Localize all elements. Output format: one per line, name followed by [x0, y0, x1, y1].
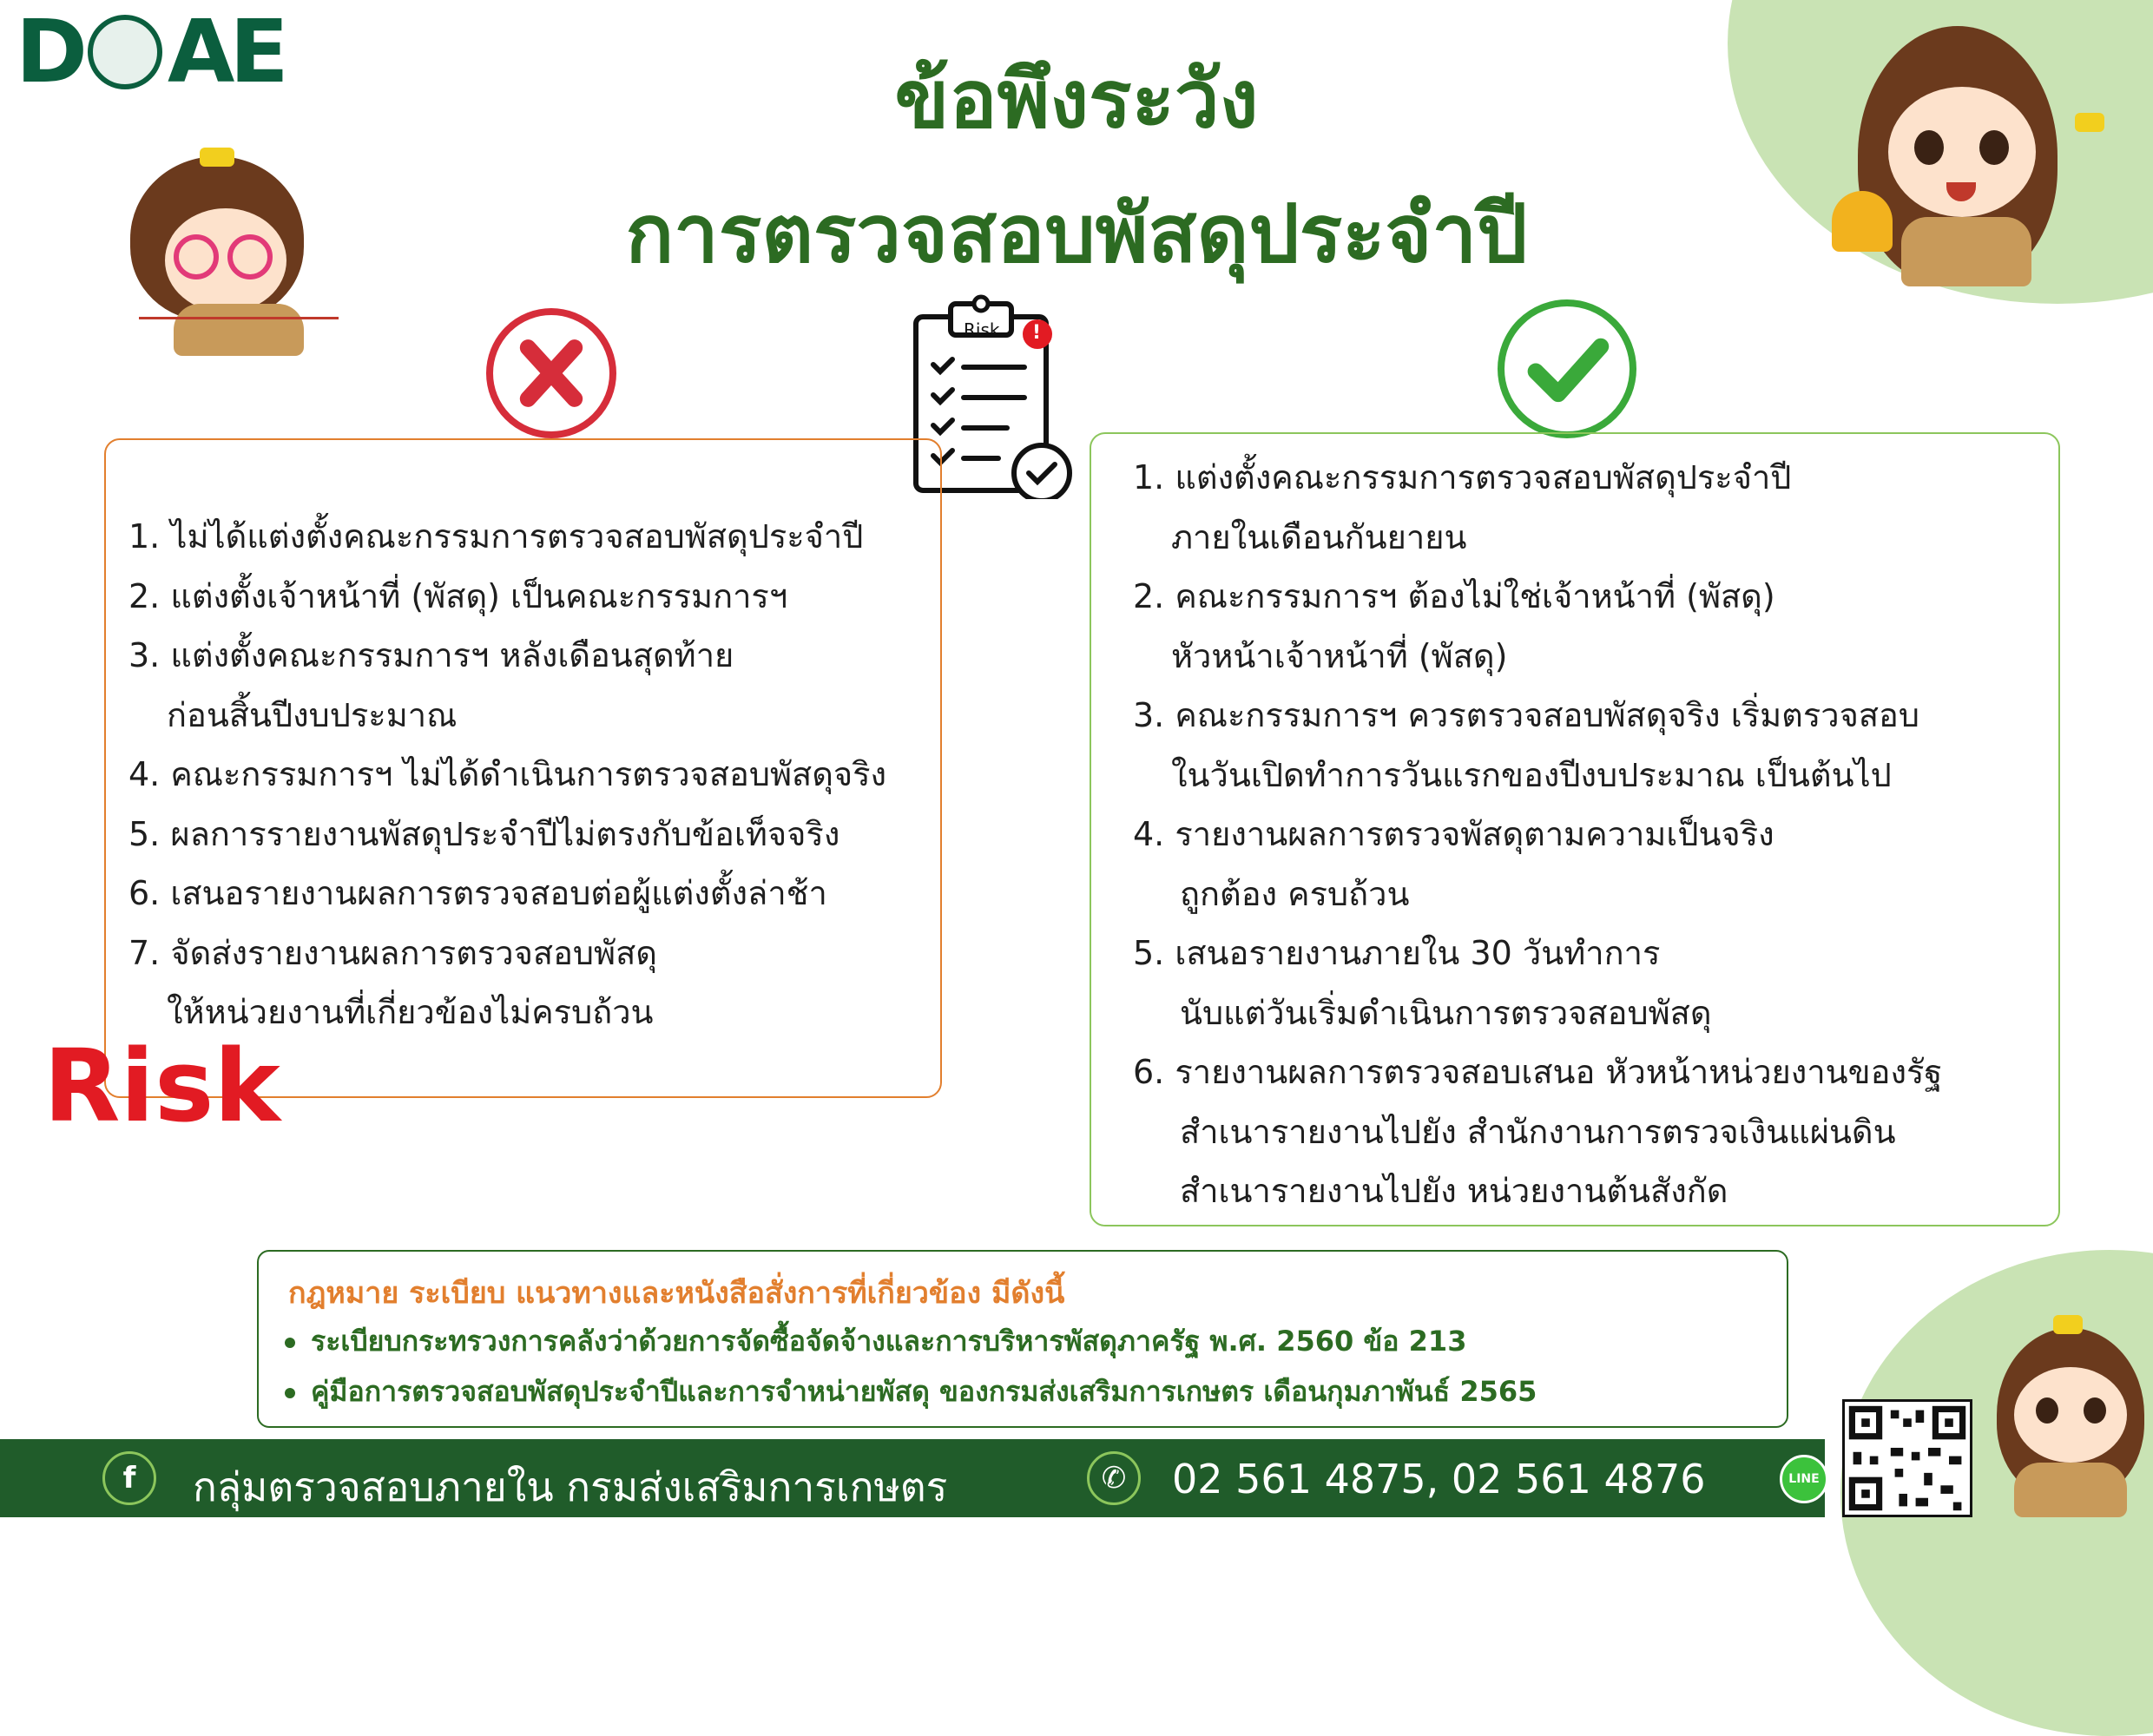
practice-item: 4. รายงานผลการตรวจพัสดุตามความเป็นจริง [1133, 815, 1774, 853]
legal-heading: กฎหมาย ระเบียบ แนวทางและหนังสือสั่งการที่เกี่ยวข้อง มีดังนี้ [288, 1276, 1065, 1311]
risk-label: Risk [43, 1029, 280, 1145]
risk-item-continued: ให้หน่วยงานที่เกี่ยวข้องไม่ครบถ้วน [167, 993, 654, 1031]
practice-item-continued: สำเนารายงานไปยัง สำนักงานการตรวจเงินแผ่นดิน [1180, 1112, 1896, 1151]
bullet-icon [285, 1338, 295, 1348]
phone-icon[interactable]: ✆ [1087, 1451, 1141, 1505]
practice-item-continued: ในวันเปิดทำการวันแรกของปีงบประมาณ เป็นต้นไป [1171, 755, 1892, 794]
legal-item [285, 1370, 1537, 1414]
practice-item-continued: นับแต่วันเริ่มดำเนินการตรวจสอบพัสดุ [1180, 993, 1712, 1032]
risk-item: 1. ไม่ได้แต่งตั้งคณะกรรมการตรวจสอบพัสดุประจำปี [128, 517, 864, 556]
legal-item-text: คู่มือการตรวจสอบพัสดุประจำปีและการจำหน่ายพัสดุ ของกรมส่งเสริมการเกษตร เดือนกุมภาพันธ์ 2565 [311, 1375, 1537, 1408]
practice-item: 6. รายงานผลการตรวจสอบเสนอ หัวหน้าหน่วยงานของรัฐ [1133, 1053, 1943, 1091]
practice-item: 5. เสนอรายงานภายใน 30 วันทำการ [1133, 934, 1661, 972]
page-subtitle: การตรวจสอบพัสดุประจำปี [625, 187, 1528, 280]
practice-item-continued: ถูกต้อง ครบถ้วน [1180, 874, 1410, 913]
practice-item-continued: สำเนารายงานไปยัง หน่วยงานต้นสังกัด [1180, 1172, 1728, 1210]
practice-item-continued: หัวหน้าเจ้าหน้าที่ (พัสดุ) [1171, 636, 1508, 675]
footer-phone-numbers: 02 561 4875, 02 561 4876 [1172, 1456, 1706, 1503]
practice-list [1133, 448, 1942, 1221]
legal-item [285, 1319, 1466, 1364]
risk-item: 3. แต่งตั้งคณะกรรมการฯ หลังเดือนสุดท้าย [128, 636, 734, 674]
risk-item-continued: ก่อนสิ้นปีงบประมาณ [167, 695, 458, 734]
facebook-icon[interactable]: f [102, 1451, 156, 1505]
practice-item-continued: ภายในเดือนกันยายน [1171, 517, 1467, 556]
logo-letters-ae: AE [168, 1, 284, 102]
risk-item: 4. คณะกรรมการฯ ไม่ได้ดำเนินการตรวจสอบพัสดุจริง [128, 755, 887, 793]
risk-item: 6. เสนอรายงานผลการตรวจสอบต่อผู้แต่งตั้งล่าช้า [128, 874, 827, 912]
correct-check-icon [1498, 299, 1636, 438]
wrong-cross-icon [486, 308, 616, 438]
practice-item: 2. คณะกรรมการฯ ต้องไม่ใช่เจ้าหน้าที่ (พัสดุ) [1133, 577, 1775, 615]
line-icon[interactable]: LINE [1780, 1455, 1828, 1503]
bullet-icon [285, 1388, 295, 1398]
risk-item: 5. ผลการรายงานพัสดุประจำปีไม่ตรงกับข้อเท็จจริง [128, 814, 840, 853]
character-writing-illustration [122, 130, 365, 356]
page-title: ข้อพึงระวัง [894, 53, 1259, 146]
character-bell-illustration [1797, 17, 2110, 286]
qr-code[interactable] [1842, 1399, 1972, 1517]
practice-item: 3. คณะกรรมการฯ ควรตรวจสอบพัสดุจริง เริ่มตรวจสอบ [1133, 696, 1919, 734]
footer-group-name: กลุ่มตรวจสอบภายใน กรมส่งเสริมการเกษตร [193, 1463, 948, 1510]
risk-list [128, 507, 886, 1042]
legal-item-text: ระเบียบกระทรวงการคลังว่าด้วยการจัดซื้อจัดจ้างและการบริหารพัสดุภาครัฐ พ.ศ. 2560 ข้อ 213 [311, 1325, 1467, 1358]
character-greeting-illustration [1988, 1315, 2153, 1517]
clipboard-alert-badge: ! [1032, 322, 1042, 344]
risk-item: 2. แต่งตั้งเจ้าหน้าที่ (พัสดุ) เป็นคณะกรรมการฯ [128, 576, 788, 615]
logo-letter-d: D [16, 1, 83, 102]
clipboard-risk-tag: Risk [964, 319, 1000, 340]
practice-item: 1. แต่งตั้งคณะกรรมการตรวจสอบพัสดุประจำปี [1133, 458, 1792, 496]
risk-item: 7. จัดส่งรายงานผลการตรวจสอบพัสดุ [128, 933, 657, 972]
